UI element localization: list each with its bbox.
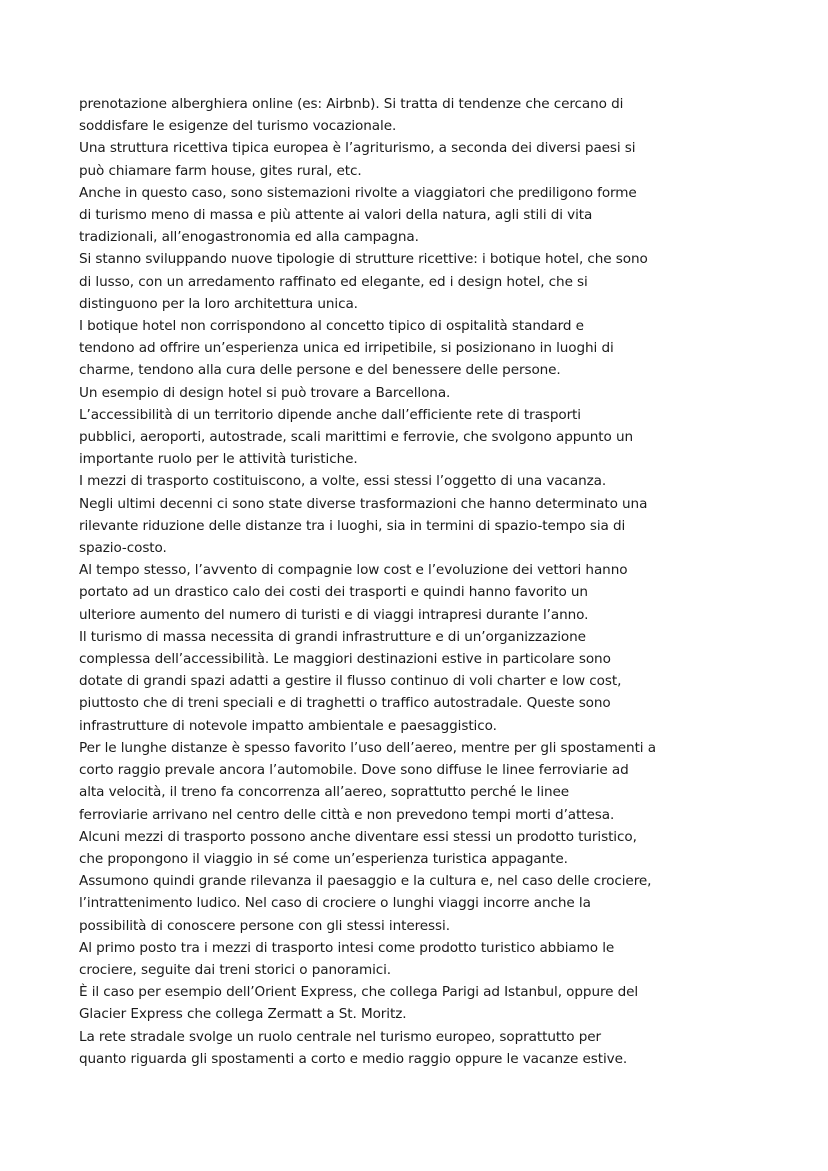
text-line: ulteriore aumento del numero di turisti e di viaggi intrapresi durante l’anno. [79,606,589,623]
text-line: charme, tendono alla cura delle persone e del benessere delle persone. [79,362,561,379]
text-line: tendono ad offrire un’esperienza unica ed irripetibile, si posizionano in luoghi di [79,340,614,357]
text-line: corto raggio prevale ancora l’automobile. Dove sono diffuse le linee ferroviarie ad [79,762,629,779]
text-line: Si stanno sviluppando nuove tipologie di strutture ricettive: i botique hotel, che sono [79,251,648,268]
text-line: Negli ultimi decenni ci sono state diverse trasformazioni che hanno determinato una [79,495,648,512]
text-line: quanto riguarda gli spostamenti a corto e medio raggio oppure le vacanze estive. [79,1050,628,1067]
text-line: alta velocità, il treno fa concorrenza all’aereo, soprattutto perché le linee [79,784,570,801]
text-line: È il caso per esempio dell’Orient Express, che collega Parigi ad Istanbul, oppure del [79,984,639,1001]
text-line: Una struttura ricettiva tipica europea è l’agriturismo, a seconda dei diversi paesi si [79,140,636,157]
text-line: distinguono per la loro architettura unica. [79,295,358,312]
text-line: importante ruolo per le attività turistiche. [79,451,358,468]
text-line: tradizionali, all’enogastronomia ed alla campagna. [79,229,419,246]
text-line: di turismo meno di massa e più attente ai valori della natura, agli stili di vita [79,207,593,224]
text-line: Per le lunghe distanze è spesso favorito l’uso dell’aereo, mentre per gli spostamenti a [79,739,656,756]
text-line: può chiamare farm house, gites rural, etc. [79,162,362,179]
text-line: Al primo posto tra i mezzi di trasporto intesi come prodotto turistico abbiamo le [79,939,615,956]
text-line: pubblici, aeroporti, autostrade, scali marittimi e ferrovie, che svolgono appunto un [79,429,633,446]
text-line: di lusso, con un arredamento raffinato ed elegante, ed i design hotel, che si [79,273,588,290]
text-line: rilevante riduzione delle distanze tra i luoghi, sia in termini di spazio-tempo sia di [79,517,626,534]
text-line: L’accessibilità di un territorio dipende anche dall’efficiente rete di trasporti [79,406,581,423]
text-line: spazio-costo. [79,540,167,557]
text-line: soddisfare le esigenze del turismo vocazionale. [79,118,397,135]
text-line: infrastrutture di notevole impatto ambientale e paesaggistico. [79,717,497,734]
text-line: che propongono il viaggio in sé come un’esperienza turistica appagante. [79,850,568,867]
text-line: crociere, seguite dai treni storici o panoramici. [79,961,392,978]
text-line: Un esempio di design hotel si può trovare a Barcellona. [79,384,451,401]
text-line: Al tempo stesso, l’avvento di compagnie low cost e l’evoluzione dei vettori hanno [79,562,628,579]
text-line: complessa dell’accessibilità. Le maggiori destinazioni estive in particolare sono [79,651,611,668]
text-line: Assumono quindi grande rilevanza il paesaggio e la cultura e, nel caso delle crociere, [79,873,652,890]
text-line: Alcuni mezzi di trasporto possono anche diventare essi stessi un prodotto turistico, [79,828,637,845]
text-line: portato ad un drastico calo dei costi dei trasporti e quindi hanno favorito un [79,584,588,601]
text-line: Anche in questo caso, sono sistemazioni rivolte a viaggiatori che prediligono forme [79,184,637,201]
text-line: ferroviarie arrivano nel centro delle città e non prevedono tempi morti d’attesa. [79,806,615,823]
text-line: l’intrattenimento ludico. Nel caso di crociere o lunghi viaggi incorre anche la [79,895,591,912]
text-line: prenotazione alberghiera online (es: Airbnb). Si tratta di tendenze che cercano di [79,96,624,112]
text-line: I mezzi di trasporto costituiscono, a volte, essi stessi l’oggetto di una vacanza. [79,473,607,490]
body-text [79,93,759,1070]
text-line: piuttosto che di treni speciali e di traghetti o traffico autostradale. Queste sono [79,695,611,712]
text-line: La rete stradale svolge un ruolo centrale nel turismo europeo, soprattutto per [79,1028,602,1045]
text-line: dotate di grandi spazi adatti a gestire il flusso continuo di voli charter e low cost, [79,673,622,690]
text-line: I botique hotel non corrispondono al concetto tipico di ospitalità standard e [79,318,584,335]
text-line: Glacier Express che collega Zermatt a St. Moritz. [79,1006,407,1023]
text-line: possibilità di conoscere persone con gli stessi interessi. [79,917,450,934]
text-line: Il turismo di massa necessita di grandi infrastrutture e di un’organizzazione [79,628,586,645]
